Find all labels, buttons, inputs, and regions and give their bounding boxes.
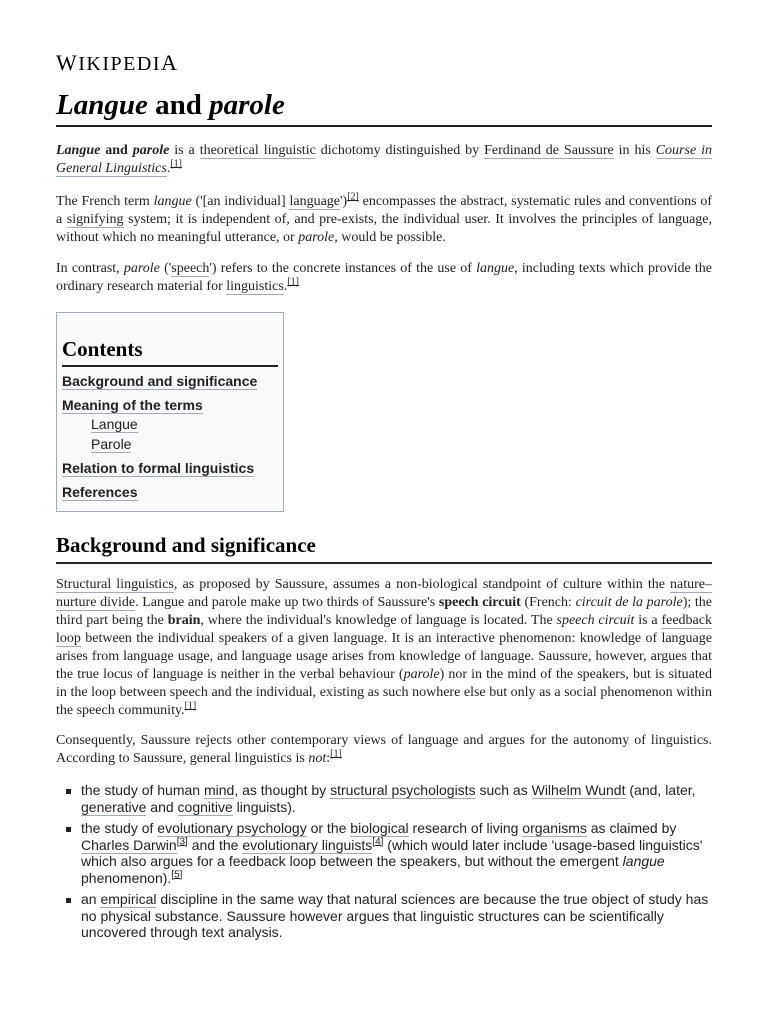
link-empirical[interactable]: empirical xyxy=(100,891,157,907)
link-nature-nurture-divide[interactable]: nature–nurture divide xyxy=(56,577,713,610)
toc-subitem-parole[interactable]: Parole xyxy=(91,436,132,452)
contrast-paragraph: In contrast, parole ('speech') refers to the concrete instances of the use of langue, including texts which provide the ordinary research material for linguistics.[1] xyxy=(56,261,712,294)
not-linguistics-list xyxy=(56,782,712,946)
citation-1[interactable]: [1] xyxy=(287,276,299,288)
link-evolutionary-psychology[interactable]: evolutionary psychology xyxy=(157,820,307,836)
link-mind[interactable]: mind xyxy=(203,782,235,798)
intro-paragraph: Langue and parole is a theoretical linguistic dichotomy distinguished by Ferdinand de Saussure in his Course in General Linguistics.[1] xyxy=(56,143,712,176)
link-charles-darwin[interactable]: Charles Darwin xyxy=(81,836,177,853)
french-term-paragraph: The French term langue ('[an individual] language')[2] encompasses the abstract, systematic rules and conventions of a signifying system; it is independent of, and pre-exists, the individual user. It involves the principles of language, without which no meaningful utterance, or parole, would be possible. xyxy=(56,191,713,245)
toc-title: Contents xyxy=(62,337,278,367)
toc-item-relation-formal-linguistics[interactable]: Relation to formal linguistics xyxy=(62,460,255,476)
link-biological[interactable]: biological xyxy=(350,820,409,836)
link-language[interactable]: language xyxy=(289,194,340,209)
citation-4[interactable]: [4] xyxy=(372,835,384,847)
citation-1[interactable]: [1] xyxy=(330,748,342,760)
link-organisms[interactable]: organisms xyxy=(522,820,587,836)
toc-item-background[interactable]: Background and significance xyxy=(62,373,258,389)
toc-subitem-langue[interactable]: Langue xyxy=(91,416,138,432)
toc-item-meaning-of-terms[interactable]: Meaning of the terms xyxy=(62,397,203,413)
structural-linguistics-paragraph: Structural linguistics, as proposed by Saussure, assumes a non-biological standpoint of culture within the nature–nurture divide. Langue and parole make up two thirds of Saussure's speech circuit (French: circuit de la parole); the third part being the brain, where the individual's knowledge of language is located. The speech circuit is a feedback loop between the individual speakers of a given language. It is an interactive phenomenon: knowledge of language arises from language usage, and language usage arises from knowledge of language. Saussure, however, argues that the true locus of language is neither in the verbal behaviour (parole) nor in the mind of the speakers, but is situated in the loop between speech and the individual, existing as such nowhere else but only as a social phenomenon within the speech community.[1] xyxy=(56,577,713,718)
link-structural-psychologists[interactable]: structural psychologists xyxy=(330,782,476,798)
citation-1[interactable]: [1] xyxy=(170,158,183,170)
link-signifying[interactable]: signifying xyxy=(66,212,124,227)
link-theoretical-linguistic[interactable]: theoretical linguistic xyxy=(199,143,316,158)
citation-1[interactable]: [1] xyxy=(184,700,197,712)
wikipedia-logo[interactable]: WIKIPEDIA xyxy=(56,50,179,75)
citation-5[interactable]: [5] xyxy=(171,868,183,880)
list-item: an empirical discipline in the same way that natural sciences are because the true object of study has no physical substance. Saussure however argues that linguistic structures can be scientifically uncovered through text analysis. xyxy=(56,891,712,941)
link-ferdinand-de-saussure[interactable]: Ferdinand de Saussure xyxy=(484,143,614,158)
toc-item-references[interactable]: References xyxy=(62,484,138,500)
link-speech[interactable]: speech xyxy=(171,261,210,276)
section-heading-background: Background and significance xyxy=(56,532,712,564)
link-generative[interactable]: generative xyxy=(81,798,147,815)
table-of-contents xyxy=(56,312,284,512)
link-linguistics[interactable]: linguistics xyxy=(226,279,284,294)
link-evolutionary-linguists[interactable]: evolutionary linguists xyxy=(242,836,373,853)
link-structural-linguistics[interactable]: Structural linguistics xyxy=(56,577,174,592)
list-item: the study of evolutionary psychology or the biological research of living organisms as claimed by Charles Darwin[3] and the evolutionary linguists[4] (which would later include 'usage-based linguistics' which also argues for a feedback loop between the speakers, but without the emergent langue phenomenon).[5] xyxy=(56,820,712,886)
citation-3[interactable]: [3] xyxy=(176,835,188,847)
link-cognitive[interactable]: cognitive xyxy=(177,798,233,815)
link-feedback-loop[interactable]: feedback loop xyxy=(56,613,712,646)
link-course-in-general-linguistics[interactable]: Course in General Linguistics xyxy=(56,143,712,176)
citation-2[interactable]: [2] xyxy=(347,191,359,203)
list-item: the study of human mind, as thought by structural psychologists such as Wilhelm Wundt (and, later, generative and cognitive linguists). xyxy=(56,782,712,815)
link-wilhelm-wundt[interactable]: Wilhelm Wundt xyxy=(531,782,626,798)
page-title: Langue and parole xyxy=(56,86,712,127)
consequently-paragraph: Consequently, Saussure rejects other contemporary views of language and argues for the autonomy of linguistics. According to Saussure, general linguistics is not:[1] xyxy=(56,733,712,766)
